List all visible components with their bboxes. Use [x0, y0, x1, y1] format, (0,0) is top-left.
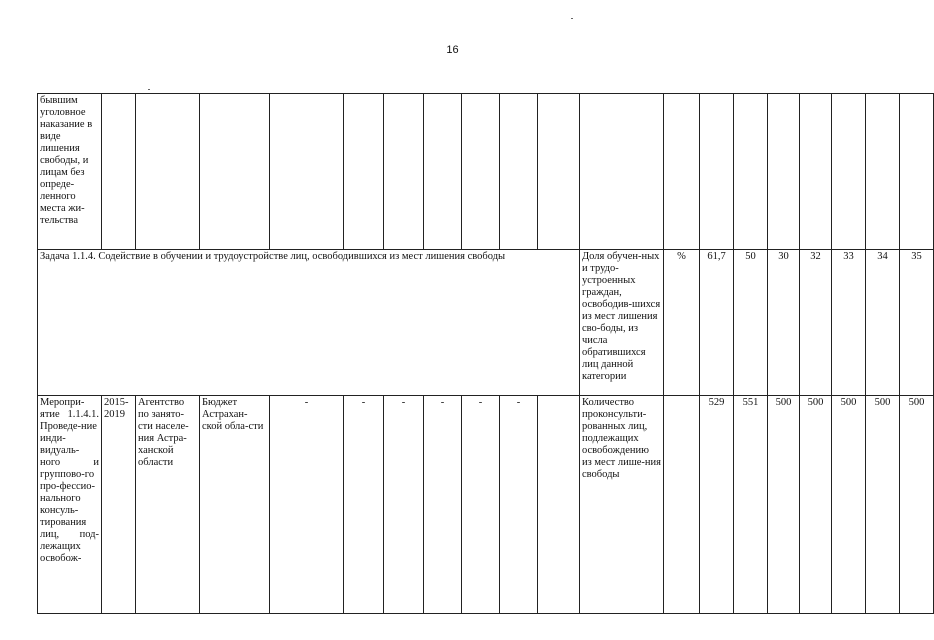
task-cell: Задача 1.1.4. Содействие в обучении и трудоустройстве лиц, освободившихся из мест лишения свободы: [38, 250, 580, 396]
value-cell: 500: [768, 396, 800, 614]
scan-speck: [571, 18, 573, 19]
executor-cell: Агентство по занято-сти населе-ния Астра-ханской области: [136, 396, 200, 614]
value-cell: 500: [832, 396, 866, 614]
program-table: [37, 93, 934, 614]
value-cell: 500: [866, 396, 900, 614]
value-cell: 35: [900, 250, 934, 396]
empty-cell: [200, 94, 270, 250]
scan-speck: [148, 89, 150, 90]
value-cell: 500: [800, 396, 832, 614]
empty-cell: [900, 94, 934, 250]
funding-cell: -: [270, 396, 344, 614]
value-cell: 33: [832, 250, 866, 396]
indicator-cell: Количество проконсульти-рованных лиц, подлежащих освобождению из мест лише-ния свободы: [580, 396, 664, 614]
empty-cell: [344, 94, 384, 250]
empty-cell: [538, 396, 580, 614]
value-cell: 50: [734, 250, 768, 396]
empty-cell: [136, 94, 200, 250]
empty-cell: [500, 94, 538, 250]
empty-cell: [832, 94, 866, 250]
value-cell: 551: [734, 396, 768, 614]
unit-cell: [664, 396, 700, 614]
empty-cell: [462, 94, 500, 250]
value-cell: 500: [900, 396, 934, 614]
empty-cell: [664, 94, 700, 250]
value-cell: 32: [800, 250, 832, 396]
empty-cell: [270, 94, 344, 250]
empty-cell: [734, 94, 768, 250]
table-row: [38, 250, 934, 396]
value-cell: 61,7: [700, 250, 734, 396]
unit-cell: %: [664, 250, 700, 396]
value-cell: 30: [768, 250, 800, 396]
period-cell: 2015-2019: [102, 396, 136, 614]
empty-cell: [700, 94, 734, 250]
measure-cell: Меропри-ятие 1.1.4.1. Проведе-ние инди-видуаль-ного и группово-го про-фессио-нального консуль-тирования лиц, под-лежащих освобож-: [38, 396, 102, 614]
empty-cell: [580, 94, 664, 250]
funding-source-cell: Бюджет Астрахан-ской обла-сти: [200, 396, 270, 614]
empty-cell: [424, 94, 462, 250]
empty-cell: [538, 94, 580, 250]
funding-cell: -: [500, 396, 538, 614]
empty-cell: [384, 94, 424, 250]
empty-cell: [800, 94, 832, 250]
indicator-cell: Доля обучен-ных и трудо-устроенных граждан, освободив-шихся из мест лишения сво-боды, из числа обратившихся лиц данной категории: [580, 250, 664, 396]
funding-cell: -: [462, 396, 500, 614]
funding-cell: -: [424, 396, 462, 614]
funding-cell: -: [344, 396, 384, 614]
empty-cell: [866, 94, 900, 250]
target-group-cell: бывшим уголовное наказание в виде лишения свободы, и лицам без опреде-ленного места жи-тельства: [38, 94, 102, 250]
table-row: [38, 396, 934, 614]
page-number: 16: [446, 44, 459, 56]
empty-cell: [102, 94, 136, 250]
funding-cell: -: [384, 396, 424, 614]
empty-cell: [768, 94, 800, 250]
value-cell: 529: [700, 396, 734, 614]
table-row: [38, 94, 934, 250]
value-cell: 34: [866, 250, 900, 396]
